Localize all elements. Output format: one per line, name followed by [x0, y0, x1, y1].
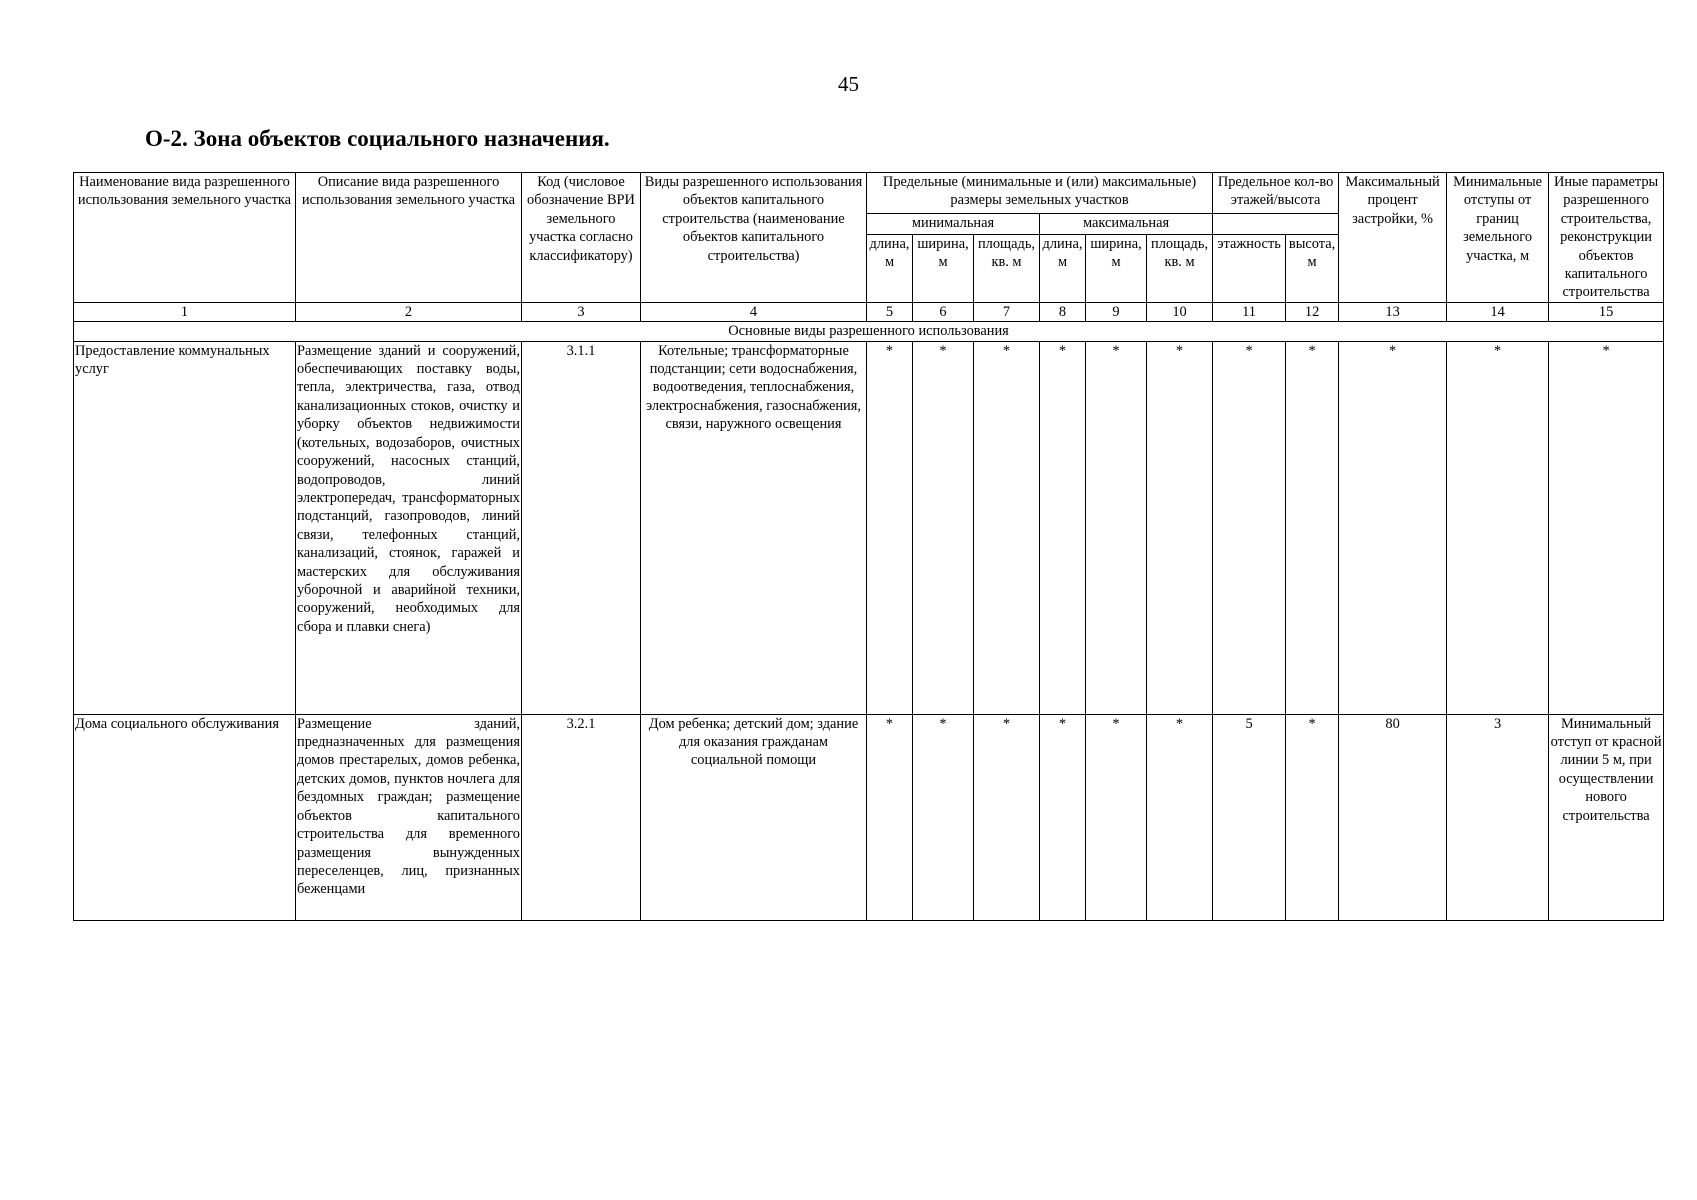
min-width-cell: *: [913, 341, 974, 714]
column-number: 3: [522, 302, 641, 321]
column-number: 2: [296, 302, 522, 321]
column-number: 8: [1040, 302, 1086, 321]
header-min-setbacks: Минимальные отступы от границ земельного участка, м: [1447, 173, 1549, 303]
column-number: 5: [867, 302, 913, 321]
column-number: 10: [1147, 302, 1213, 321]
use-description-cell: Размещение зданий и сооружений, обеспечивающих поставку воды, тепла, электричества, газа, отвод канализационных стоков, очистку и уборку объектов недвижимости (котельных, водозаборов, очистных сооружений, насосных станций, водопроводов, линий электропередач, трансформаторных подстанций, газопроводов, линий связи, телефонных станций, канализаций, стоянок, гаражей и мастерских для обслуживания уборочной и аварийной техники, сооружений, необходимых для сбора и плавки снега): [296, 341, 522, 714]
height-cell: *: [1286, 341, 1339, 714]
header-floors-height: Предельное кол-во этажей/высота: [1213, 173, 1339, 214]
header-min: минимальная: [867, 213, 1040, 234]
section-row: [74, 322, 1664, 341]
coverage-cell: *: [1339, 341, 1447, 714]
code-cell: 3.1.1: [522, 341, 641, 714]
header-construction-types: Виды разрешенного использования объектов капитального строительства (наименование объектов капитального строительства): [641, 173, 867, 303]
code-cell: 3.2.1: [522, 714, 641, 920]
min-area-cell: *: [974, 714, 1040, 920]
max-length-cell: *: [1040, 341, 1086, 714]
use-description-cell: Размещение зданий, предназначенных для размещения домов престарелых, домов ребенка, детских домов, пунктов ночлега для бездомных граждан; размещение объектов капитального строительства для временного размещения вынужденных переселенцев, лиц, признанных беженцами: [296, 714, 522, 920]
use-name-cell: Дома социального обслуживания: [74, 714, 296, 920]
header-row-1: [74, 173, 1664, 214]
other-params-cell: Минимальный отступ от красной линии 5 м, при осуществлении нового строительства: [1549, 714, 1664, 920]
setback-cell: 3: [1447, 714, 1549, 920]
setback-cell: *: [1447, 341, 1549, 714]
header-min-width: ширина, м: [913, 234, 974, 302]
zone-title: О-2. Зона объектов социального назначения.: [145, 126, 610, 151]
height-cell: *: [1286, 714, 1339, 920]
use-name-cell: Предоставление коммунальных услуг: [74, 341, 296, 714]
max-area-cell: *: [1147, 714, 1213, 920]
column-number: 13: [1339, 302, 1447, 321]
column-number: 9: [1086, 302, 1147, 321]
column-number: 4: [641, 302, 867, 321]
other-params-cell: *: [1549, 341, 1664, 714]
header-use-description: Описание вида разрешенного использования земельного участка: [296, 173, 522, 303]
column-number: 15: [1549, 302, 1664, 321]
header-max-width: ширина, м: [1086, 234, 1147, 302]
construction-types-cell: Котельные; трансформаторные подстанции; сети водоснабжения, водоотведения, теплоснабжения, электроснабжения, газоснабжения, связи, наружного освещения: [641, 341, 867, 714]
floors-cell: 5: [1213, 714, 1286, 920]
coverage-cell: 80: [1339, 714, 1447, 920]
zone-regulations-table: [73, 172, 1664, 921]
header-other-params: Иные параметры разрешенного строительства, реконструкции объектов капитального строительства: [1549, 173, 1664, 303]
column-number: 11: [1213, 302, 1286, 321]
max-area-cell: *: [1147, 341, 1213, 714]
floors-cell: *: [1213, 341, 1286, 714]
header-plot-sizes: Предельные (минимальные и (или) максимальные) размеры земельных участков: [867, 173, 1213, 214]
header-min-length: длина, м: [867, 234, 913, 302]
header-floors: этажность: [1213, 234, 1286, 302]
column-number: 14: [1447, 302, 1549, 321]
table-row: [74, 341, 1664, 714]
max-length-cell: *: [1040, 714, 1086, 920]
max-width-cell: *: [1086, 714, 1147, 920]
min-area-cell: *: [974, 341, 1040, 714]
min-width-cell: *: [913, 714, 974, 920]
column-number-row: [74, 302, 1664, 321]
header-floors-blank: [1213, 213, 1339, 234]
header-min-area: площадь, кв. м: [974, 234, 1040, 302]
section-title: Основные виды разрешенного использования: [74, 322, 1664, 341]
page-number: 45: [838, 72, 859, 96]
min-length-cell: *: [867, 714, 913, 920]
construction-types-cell: Дом ребенка; детский дом; здание для оказания гражданам социальной помощи: [641, 714, 867, 920]
column-number: 6: [913, 302, 974, 321]
header-code: Код (числовое обозначение ВРИ земельного участка согласно классификатору): [522, 173, 641, 303]
header-use-name: Наименование вида разрешенного использования земельного участка: [74, 173, 296, 303]
column-number: 12: [1286, 302, 1339, 321]
column-number: 1: [74, 302, 296, 321]
min-length-cell: *: [867, 341, 913, 714]
header-max: максимальная: [1040, 213, 1213, 234]
column-number: 7: [974, 302, 1040, 321]
header-max-length: длина, м: [1040, 234, 1086, 302]
max-width-cell: *: [1086, 341, 1147, 714]
header-height: высота, м: [1286, 234, 1339, 302]
header-max-area: площадь, кв. м: [1147, 234, 1213, 302]
table-row: [74, 714, 1664, 920]
header-max-coverage: Максимальный процент застройки, %: [1339, 173, 1447, 303]
